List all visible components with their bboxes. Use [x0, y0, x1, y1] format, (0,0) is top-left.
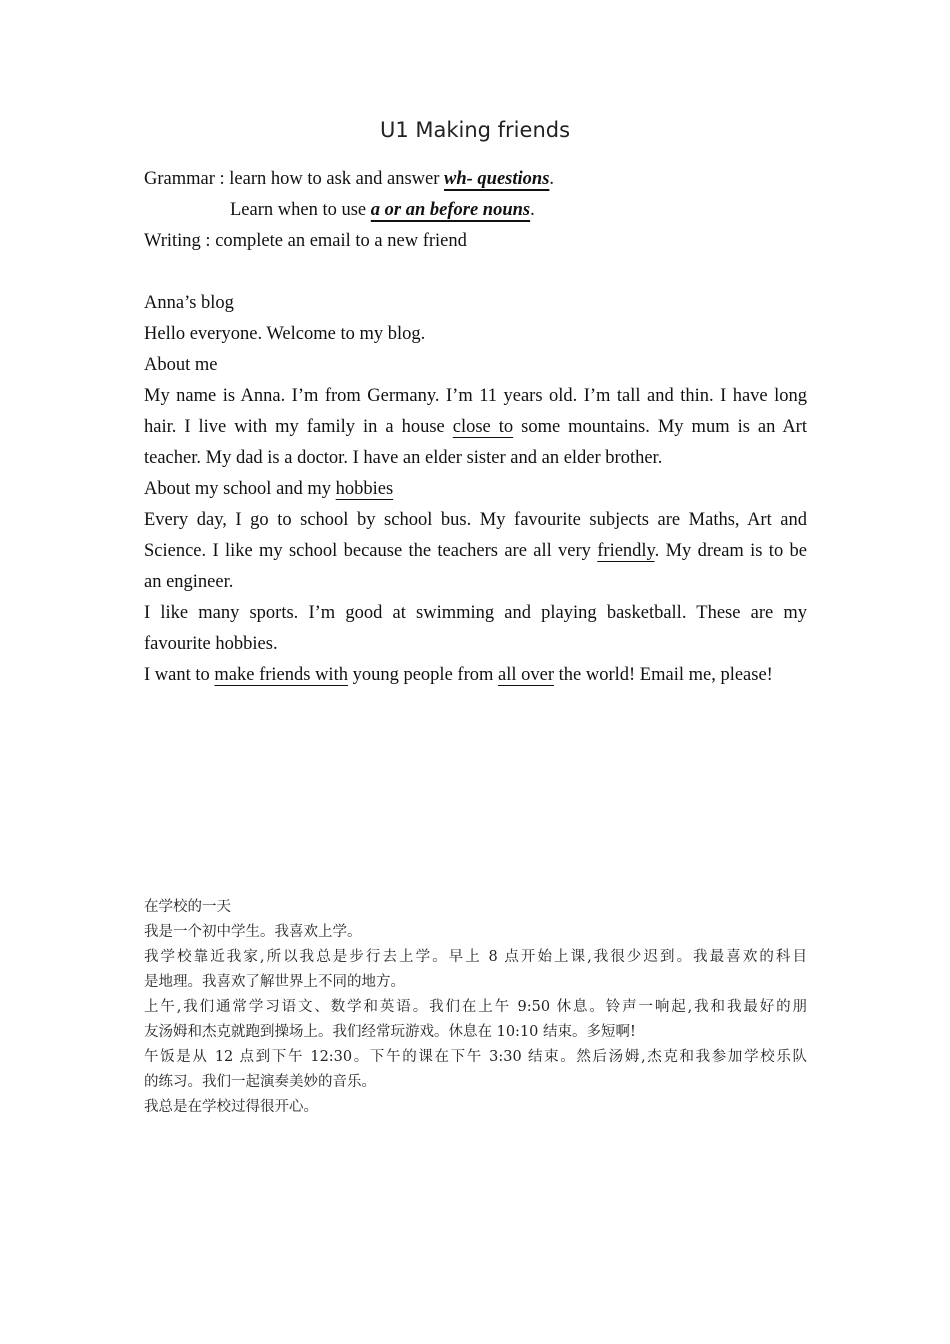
- chinese-line: 的练习。我们一起演奏美妙的音乐。: [144, 1074, 376, 1090]
- chinese-line: 上午,我们通常学习语文、数学和英语。我们在上午 9:50 休息。铃声一响起,我和我最好的朋: [144, 999, 807, 1015]
- chinese-title: 在学校的一天: [144, 899, 231, 915]
- about-school-heading: [144, 474, 807, 505]
- about-me-heading: About me: [144, 355, 218, 375]
- text-run: the world! Email me, please!: [554, 665, 773, 685]
- chinese-line: 友汤姆和杰克就跑到操场上。我们经常玩游戏。休息在 10:10 结束。多短啊!: [144, 1024, 636, 1040]
- lesson-objectives: [144, 164, 807, 691]
- paragraph-line: an engineer.: [144, 572, 234, 592]
- paragraph-line: [144, 536, 807, 567]
- vocab-make-friends-with: make friends with: [214, 665, 348, 685]
- writing-objective: Writing : complete an email to a new friend: [144, 231, 467, 251]
- page-title: U1 Making friends: [379, 118, 571, 142]
- blog-heading: Anna’s blog: [144, 293, 234, 313]
- grammar-target-1: wh- questions: [444, 169, 550, 189]
- vocab-hobbies: hobbies: [335, 479, 394, 499]
- text-run: young people from: [347, 665, 498, 685]
- text-run: Science. I like my school because the teachers are all very: [144, 541, 598, 561]
- grammar-line-2: [144, 195, 807, 226]
- chinese-passage: [144, 895, 807, 1120]
- vocab-close-to: close to: [452, 417, 514, 437]
- paragraph-line: I like many sports. I’m good at swimming and playing basketball. These are my: [144, 603, 807, 623]
- grammar-line2-text: Learn when to use: [230, 200, 371, 220]
- spacer: [144, 257, 807, 288]
- text-run: I want to: [144, 665, 215, 685]
- grammar-end-2: .: [530, 200, 535, 220]
- paragraph-line: teacher. My dad is a doctor. I have an elder sister and an elder brother.: [144, 448, 663, 468]
- text-run: hair. I live with my family in a house: [144, 417, 453, 437]
- paragraph-line: [144, 660, 807, 691]
- grammar-label: Grammar : learn how to ask and answer: [144, 169, 445, 189]
- text-run: About my school and my: [144, 479, 336, 499]
- vocab-all-over: all over: [498, 665, 554, 685]
- paragraph-line: My name is Anna. I’m from Germany. I’m 11 years old. I’m tall and thin. I have long: [144, 386, 807, 406]
- grammar-line-1: [144, 164, 807, 195]
- text-run: . My dream is to be: [654, 541, 807, 561]
- grammar-target-2: a or an before nouns: [370, 200, 531, 220]
- paragraph-line: [144, 412, 807, 443]
- chinese-line: 我学校靠近我家,所以我总是步行去上学。早上 8 点开始上课,我很少迟到。我最喜欢的科目: [144, 949, 807, 965]
- chinese-line: 我总是在学校过得很开心。: [144, 1099, 318, 1115]
- paragraph-line: favourite hobbies.: [144, 634, 278, 654]
- chinese-line: 是地理。我喜欢了解世界上不同的地方。: [144, 974, 405, 990]
- paragraph-line: Every day, I go to school by school bus. My favourite subjects are Maths, Art and: [144, 510, 807, 530]
- vocab-friendly: friendly: [597, 541, 655, 561]
- text-run: some mountains. My mum is an Art: [513, 417, 807, 437]
- grammar-end-1: .: [549, 169, 555, 189]
- chinese-line: 我是一个初中学生。我喜欢上学。: [144, 924, 362, 940]
- blog-greeting: Hello everyone. Welcome to my blog.: [144, 324, 426, 344]
- chinese-line: 午饭是从 12 点到下午 12:30。下午的课在下午 3:30 结束。然后汤姆,杰克和我参加学校乐队: [144, 1049, 807, 1065]
